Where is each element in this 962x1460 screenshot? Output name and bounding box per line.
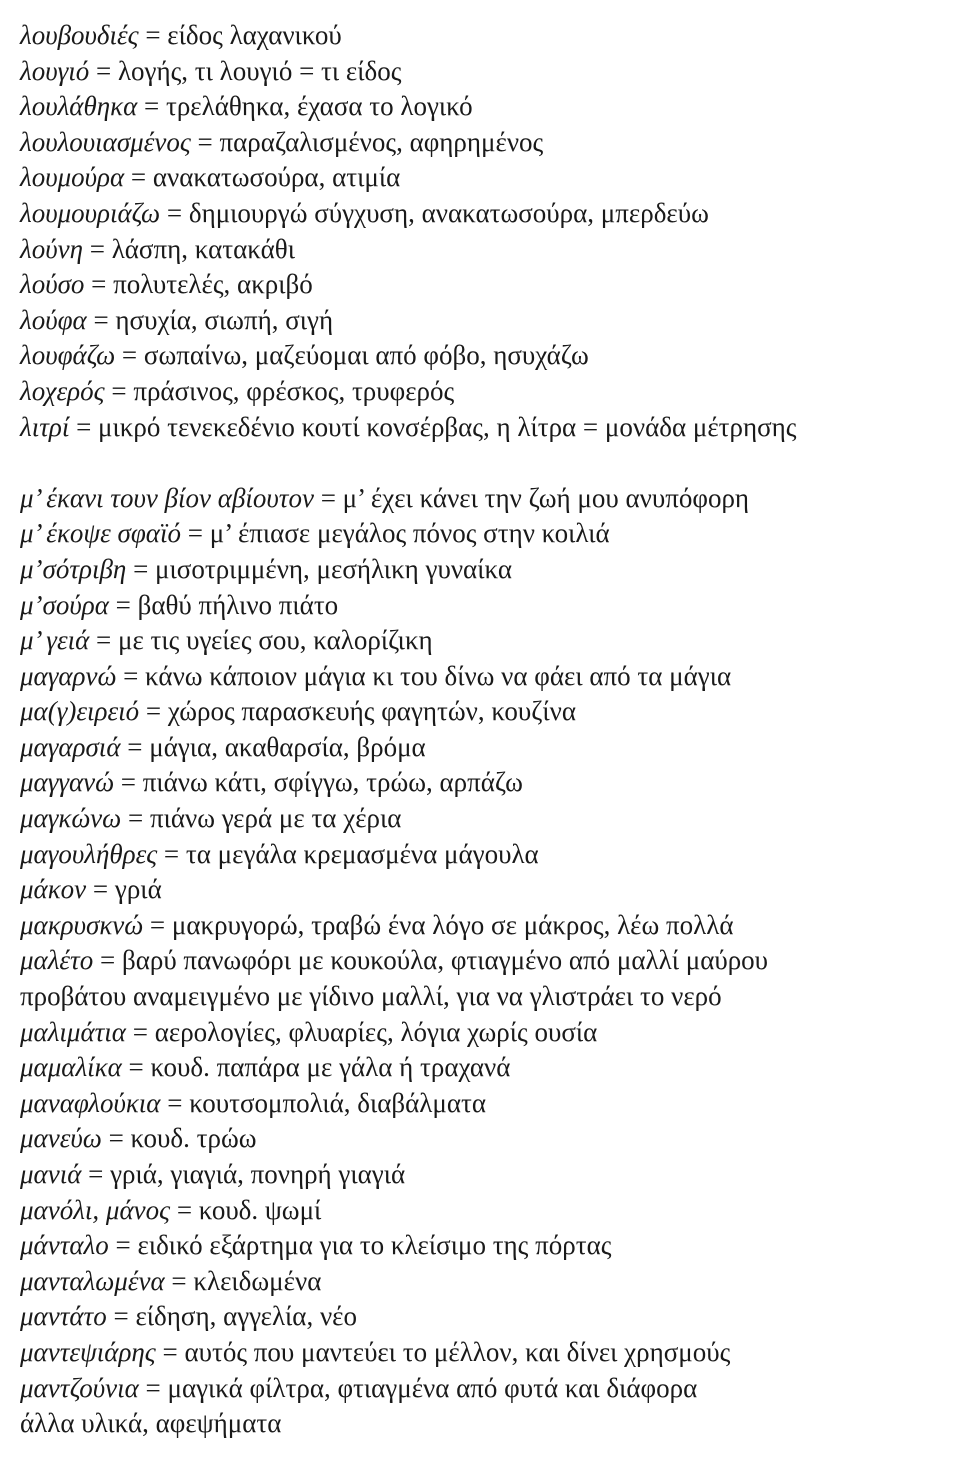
glossary-entry xyxy=(20,18,952,54)
glossary-page xyxy=(20,18,952,1442)
entry-definition: = βαθύ πήλινο πιάτο xyxy=(108,589,339,620)
entry-definition: = μισοτριμμένη, μεσήλικη γυναίκα xyxy=(126,553,512,584)
entry-term: λουμούρα xyxy=(20,162,125,193)
entry-term: μάκον xyxy=(20,874,87,905)
entry-term: λούσο xyxy=(20,269,85,300)
entry-definition: = είδος λαχανικού xyxy=(138,20,342,50)
entry-term: λουμουριάζω xyxy=(20,197,161,228)
glossary-entry xyxy=(20,410,952,446)
glossary-entry xyxy=(20,765,952,801)
entry-term: μανόλι, μάνος xyxy=(20,1194,171,1225)
entry-definition: = μ’ έπιασε μεγάλος πόνος στην κοιλιά xyxy=(181,518,610,549)
entry-definition: = μ’ έχει κάνει την ζωή μου ανυπόφορη xyxy=(313,482,750,513)
entry-term: μαγαρνώ xyxy=(20,660,117,691)
entry-definition: άλλα υλικά, αφεψήματα xyxy=(20,1408,282,1439)
entry-term: μαναφλούκια xyxy=(20,1087,161,1118)
entry-definition: = ειδικό εξάρτημα για το κλείσιμο της πόρτας xyxy=(108,1230,612,1261)
glossary-entry-continuation xyxy=(20,979,952,1015)
entry-definition: = χώρος παρασκευής φαγητών, κουζίνα xyxy=(139,696,577,727)
entry-term: λουλουιασμένος xyxy=(20,126,191,157)
glossary-entry xyxy=(20,303,952,339)
entry-definition: = πολυτελές, ακριβό xyxy=(84,269,313,300)
glossary-entry-continuation xyxy=(20,1406,952,1442)
entry-term: μανιά xyxy=(20,1159,82,1189)
entry-definition: = παραζαλισμένος, αφηρημένος xyxy=(190,126,544,157)
entry-definition: = κουδ. παπάρα με γάλα ή τραχανά xyxy=(121,1052,511,1083)
glossary-entry xyxy=(20,1193,952,1229)
entry-definition: = κουδ. τρώω xyxy=(101,1123,257,1154)
glossary-entry xyxy=(20,588,952,624)
entry-term: λιτρί xyxy=(20,411,70,442)
glossary-entry xyxy=(20,196,952,232)
glossary-entry xyxy=(20,694,952,730)
entry-definition: = είδηση, αγγελία, νέο xyxy=(106,1301,357,1332)
glossary-entry xyxy=(20,623,952,659)
glossary-entry xyxy=(20,1371,952,1407)
glossary-section-m xyxy=(20,481,952,1442)
entry-term: μ’ έκοψε σφαϊό xyxy=(20,518,181,549)
entry-definition: = μικρό τενεκεδένιο κουτί κονσέρβας, η λίτρα = μονάδα μέτρησης xyxy=(69,411,797,442)
entry-term: μ’ γειά xyxy=(20,625,90,656)
glossary-entry xyxy=(20,943,952,979)
entry-definition: = πιάνω κάτι, σφίγγω, τρώω, αρπάζω xyxy=(114,767,523,798)
entry-term: μαγουλήθρες xyxy=(20,838,158,869)
entry-definition: = τρελάθηκα, έχασα το λογικό xyxy=(137,91,473,122)
entry-definition: = κουδ. ψωμί xyxy=(170,1194,322,1225)
entry-definition: = γριά, γιαγιά, πονηρή γιαγιά xyxy=(81,1159,406,1189)
glossary-entry xyxy=(20,160,952,196)
glossary-entry xyxy=(20,872,952,908)
glossary-entry xyxy=(20,1264,952,1300)
glossary-entry xyxy=(20,1050,952,1086)
entry-term: λούνη xyxy=(20,233,83,264)
glossary-entry xyxy=(20,1157,952,1193)
entry-definition: = πράσινος, φρέσκος, τρυφερός xyxy=(104,375,455,406)
glossary-entry xyxy=(20,801,952,837)
glossary-entry xyxy=(20,232,952,268)
section-spacer xyxy=(20,445,952,481)
entry-term: μαμαλίκα xyxy=(20,1052,122,1083)
entry-definition: = λάσπη, κατακάθι xyxy=(82,233,295,264)
glossary-entry xyxy=(20,552,952,588)
entry-term: μανεύω xyxy=(20,1123,102,1154)
entry-definition: προβάτου αναμειγμένο με γίδινο μαλλί, για να γλιστράει το νερό xyxy=(20,981,722,1012)
glossary-entry xyxy=(20,374,952,410)
entry-definition: = μάγια, ακαθαρσία, βρόμα xyxy=(120,731,426,762)
entry-term: μ’σότριβη xyxy=(20,553,127,584)
entry-definition: = ησυχία, σιωπή, σιγή xyxy=(86,304,334,335)
entry-definition: = με τις υγείες σου, καλορίζικη xyxy=(89,625,433,656)
entry-term: μαγγανώ xyxy=(20,767,114,798)
entry-definition: = πιάνω γερά με τα χέρια xyxy=(121,803,402,834)
glossary-entry xyxy=(20,837,952,873)
glossary-entry xyxy=(20,481,952,517)
glossary-entry xyxy=(20,1121,952,1157)
entry-term: λουλάθηκα xyxy=(20,91,138,122)
entry-term: μαλέτο xyxy=(20,945,94,976)
entry-definition: = κουτσομπολιά, διαβάλματα xyxy=(160,1087,487,1118)
glossary-entry xyxy=(20,267,952,303)
entry-definition: = μαγικά φίλτρα, φτιαγμένα από φυτά και διάφορα xyxy=(138,1372,698,1403)
entry-term: λουβουδιές xyxy=(20,20,139,50)
entry-term: μαντεψιάρης xyxy=(20,1336,156,1367)
glossary-entry xyxy=(20,338,952,374)
glossary-entry xyxy=(20,1228,952,1264)
entry-term: μαντζούνια xyxy=(20,1372,139,1403)
entry-term: μ’σούρα xyxy=(20,589,109,620)
entry-term: μανταλωμένα xyxy=(20,1265,165,1296)
entry-definition: = αυτός που μαντεύει το μέλλον, και δίνει χρησμούς xyxy=(155,1336,731,1367)
entry-term: λούφα xyxy=(20,304,87,335)
entry-term: μαντάτο xyxy=(20,1301,107,1332)
entry-term: μαγαρσιά xyxy=(20,731,121,762)
entry-term: μάνταλο xyxy=(20,1230,109,1261)
glossary-entry xyxy=(20,1015,952,1051)
entry-term: λουγιό xyxy=(20,55,90,86)
entry-definition: = κάνω κάποιον μάγια κι του δίνω να φάει από τα μάγια xyxy=(116,660,732,691)
glossary-entry xyxy=(20,730,952,766)
entry-definition: = ανακατωσούρα, ατιμία xyxy=(124,162,401,193)
glossary-section-l xyxy=(20,18,952,445)
entry-term: λουφάζω xyxy=(20,340,116,371)
glossary-entry xyxy=(20,516,952,552)
glossary-entry xyxy=(20,1335,952,1371)
glossary-entry xyxy=(20,1299,952,1335)
glossary-entry xyxy=(20,54,952,90)
entry-term: μαγκώνω xyxy=(20,803,122,834)
entry-term: μα(γ)ειρειό xyxy=(20,696,140,727)
entry-term: μακρυσκνώ xyxy=(20,909,144,940)
glossary-entry xyxy=(20,908,952,944)
glossary-entry xyxy=(20,659,952,695)
entry-definition: = κλειδωμένα xyxy=(164,1265,322,1296)
entry-definition: = δημιουργώ σύγχυση, ανακατωσούρα, μπερδεύω xyxy=(160,197,709,228)
entry-definition: = βαρύ πανωφόρι με κουκούλα, φτιαγμένο από μαλλί μαύρου xyxy=(93,945,769,976)
entry-definition: = σωπαίνω, μαζεύομαι από φόβο, ησυχάζω xyxy=(115,340,589,371)
entry-definition: = γριά xyxy=(86,874,162,905)
entry-term: μ’ έκανι τουν βίον αβίουτον xyxy=(20,482,314,513)
entry-definition: = τα μεγάλα κρεμασμένα μάγουλα xyxy=(157,838,539,869)
entry-definition: = αερολογίες, φλυαρίες, λόγια χωρίς ουσία xyxy=(125,1016,598,1047)
entry-term: μαλιμάτια xyxy=(20,1016,126,1047)
glossary-entry xyxy=(20,1086,952,1122)
entry-definition: = μακρυγορώ, τραβώ ένα λόγο σε μάκρος, λέω πολλά xyxy=(143,909,734,940)
entry-term: λοχερός xyxy=(20,375,105,406)
glossary-entry xyxy=(20,89,952,125)
glossary-entry xyxy=(20,125,952,161)
entry-definition: = λογής, τι λουγιό = τι είδος xyxy=(89,55,402,86)
